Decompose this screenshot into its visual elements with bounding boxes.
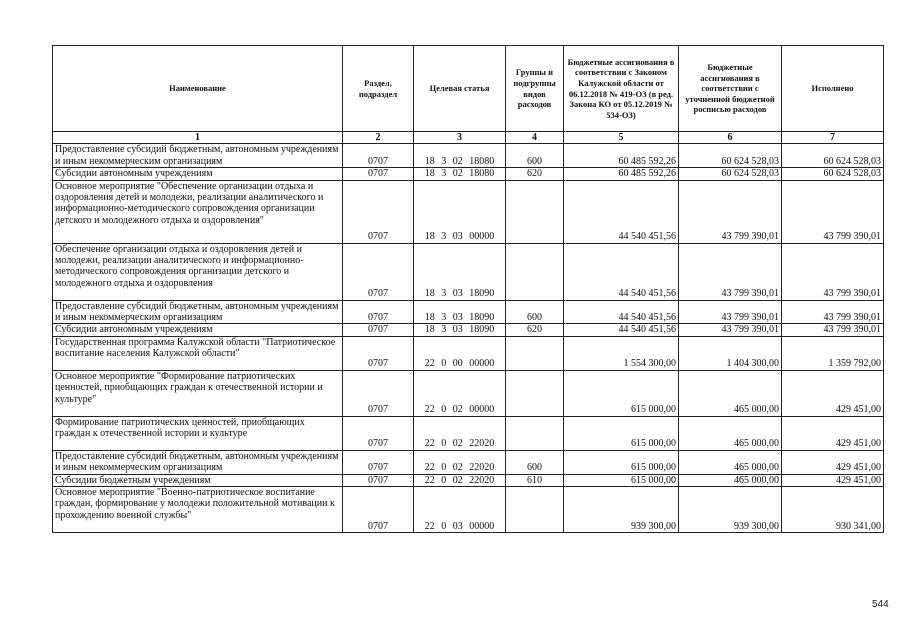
row-law-allocation: 44 540 451,56 [564,180,679,243]
row-group: 600 [506,144,564,168]
row-section: 0707 [343,336,414,370]
row-plan-allocation: 465 000,00 [679,370,782,416]
row-name: Субсидии бюджетным учреждениям [53,474,343,486]
row-target: 18 3 02 18080 [414,168,506,180]
row-group: 620 [506,168,564,180]
row-name: Предоставление субсидий бюджетным, автономным учреждениям и иным некоммерческим организациям [53,450,343,474]
header-executed: Исполнено [782,46,884,132]
row-plan-allocation: 43 799 390,01 [679,324,782,336]
row-executed: 43 799 390,01 [782,300,884,324]
row-section: 0707 [343,144,414,168]
column-number: 3 [414,132,506,144]
row-executed: 43 799 390,01 [782,243,884,300]
row-plan-allocation: 43 799 390,01 [679,243,782,300]
row-plan-allocation: 60 624 528,03 [679,144,782,168]
row-executed: 429 451,00 [782,416,884,450]
row-plan-allocation: 465 000,00 [679,450,782,474]
row-section: 0707 [343,474,414,486]
row-target: 18 3 03 18090 [414,324,506,336]
row-name: Основное мероприятие "Формирование патриотических ценностей, приобщающих граждан к отечественной истории и культуре" [53,370,343,416]
table-row [53,300,884,324]
row-executed: 60 624 528,03 [782,144,884,168]
header-row [53,46,884,132]
row-plan-allocation: 939 300,00 [679,487,782,533]
row-executed: 429 451,00 [782,450,884,474]
row-law-allocation: 44 540 451,56 [564,243,679,300]
row-target: 22 0 02 22020 [414,474,506,486]
row-group [506,243,564,300]
header-plan-allocation: Бюджетные ассигнования в соответствии с уточненной бюджетной росписью расходов [679,46,782,132]
row-group: 620 [506,324,564,336]
table-row [53,474,884,486]
table-row [53,243,884,300]
row-group [506,370,564,416]
row-target: 22 0 02 00000 [414,370,506,416]
row-section: 0707 [343,168,414,180]
row-section: 0707 [343,450,414,474]
header-name: Наименование [53,46,343,132]
row-executed: 1 359 792,00 [782,336,884,370]
row-law-allocation: 615 000,00 [564,416,679,450]
row-law-allocation: 44 540 451,56 [564,324,679,336]
column-number: 2 [343,132,414,144]
row-section: 0707 [343,370,414,416]
row-name: Государственная программа Калужской области "Патриотическое воспитание населения Калужской области" [53,336,343,370]
row-law-allocation: 615 000,00 [564,370,679,416]
row-group: 610 [506,474,564,486]
table-row [53,180,884,243]
header-law-allocation: Бюджетные ассигнования в соответствии с Законом Калужской области от 06.12.2018 № 419-ОЗ (в ред. Закона КО от 05.12.2019 № 534-ОЗ) [564,46,679,132]
column-number: 5 [564,132,679,144]
row-target: 22 0 00 00000 [414,336,506,370]
row-target: 22 0 02 22020 [414,416,506,450]
row-group [506,336,564,370]
row-name: Обеспечение организации отдыха и оздоровления детей и молодежи, реализации аналитического и информационно-методического сопровождения организации детского и молодежного отдыха и оздоровления [53,243,343,300]
row-law-allocation: 60 485 592,26 [564,144,679,168]
table-row [53,416,884,450]
row-target: 18 3 02 18080 [414,144,506,168]
table-row [53,336,884,370]
column-number: 1 [53,132,343,144]
row-group [506,487,564,533]
table-row [53,168,884,180]
row-name: Основное мероприятие "Военно-патриотическое воспитание граждан, формирование у молодежи положительной мотивации к прохождению военной службы" [53,487,343,533]
row-name: Предоставление субсидий бюджетным, автономным учреждениям и иным некоммерческим организациям [53,144,343,168]
row-group [506,180,564,243]
row-group [506,416,564,450]
table-row [53,144,884,168]
row-plan-allocation: 60 624 528,03 [679,168,782,180]
row-name: Предоставление субсидий бюджетным, автономным учреждениям и иным некоммерческим организациям [53,300,343,324]
row-target: 18 3 03 18090 [414,300,506,324]
row-executed: 43 799 390,01 [782,324,884,336]
row-plan-allocation: 1 404 300,00 [679,336,782,370]
column-number: 6 [679,132,782,144]
row-plan-allocation: 465 000,00 [679,474,782,486]
row-name: Основное мероприятие "Обеспечение организации отдыха и оздоровления детей и молодежи, реализации аналитического и информационно-методического сопровождения организации детского и молодежного отдыха и оздоровления" [53,180,343,243]
header-group: Группы и подгруппы видов расходов [506,46,564,132]
row-group: 600 [506,450,564,474]
row-executed: 43 799 390,01 [782,180,884,243]
row-executed: 429 451,00 [782,474,884,486]
row-target: 18 3 03 18090 [414,243,506,300]
row-target: 18 3 03 00000 [414,180,506,243]
row-executed: 930 341,00 [782,487,884,533]
row-section: 0707 [343,180,414,243]
table-row [53,450,884,474]
row-section: 0707 [343,487,414,533]
row-executed: 429 451,00 [782,370,884,416]
header-section: Раздел, подраздел [343,46,414,132]
row-law-allocation: 60 485 592,26 [564,168,679,180]
column-number: 7 [782,132,884,144]
row-section: 0707 [343,300,414,324]
row-law-allocation: 1 554 300,00 [564,336,679,370]
row-name: Субсидии автономным учреждениям [53,324,343,336]
row-section: 0707 [343,324,414,336]
row-law-allocation: 615 000,00 [564,450,679,474]
row-name: Формирование патриотических ценностей, приобщающих граждан к отечественной истории и культуре [53,416,343,450]
table-row [53,487,884,533]
row-plan-allocation: 43 799 390,01 [679,300,782,324]
row-law-allocation: 44 540 451,56 [564,300,679,324]
column-number-row [53,132,884,144]
row-law-allocation: 939 300,00 [564,487,679,533]
row-target: 22 0 03 00000 [414,487,506,533]
header-target: Целевая статья [414,46,506,132]
row-section: 0707 [343,243,414,300]
row-executed: 60 624 528,03 [782,168,884,180]
row-name: Субсидии автономным учреждениям [53,168,343,180]
column-number: 4 [506,132,564,144]
row-group: 600 [506,300,564,324]
budget-table [52,45,884,533]
table-row [53,370,884,416]
row-target: 22 0 02 22020 [414,450,506,474]
table-row [53,324,884,336]
row-plan-allocation: 465 000,00 [679,416,782,450]
page-number: 544 [872,599,889,610]
row-law-allocation: 615 000,00 [564,474,679,486]
row-section: 0707 [343,416,414,450]
row-plan-allocation: 43 799 390,01 [679,180,782,243]
